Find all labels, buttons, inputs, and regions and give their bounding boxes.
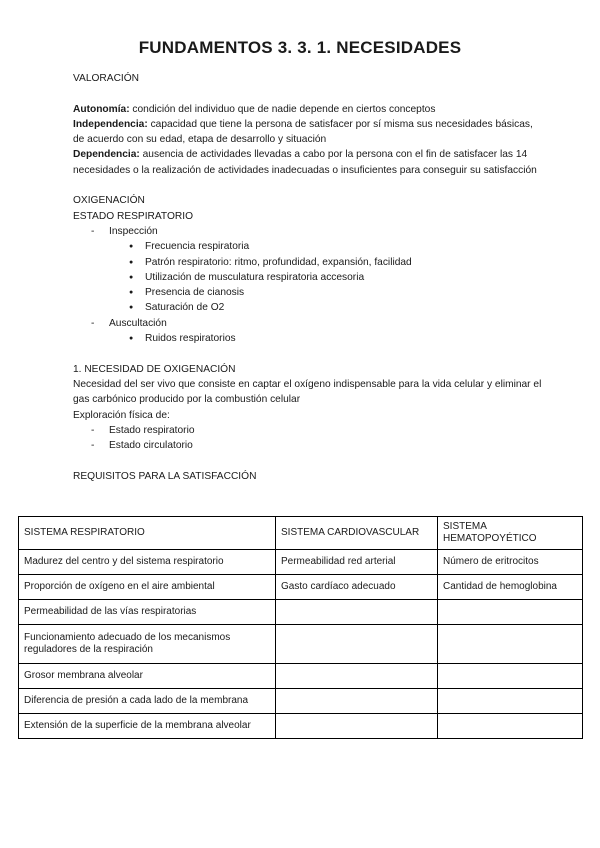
definition-term: Independencia: <box>73 118 148 130</box>
estado-respiratorio-heading: ESTADO RESPIRATORIO <box>73 210 194 222</box>
table-cell: Cantidad de hemoglobina <box>438 575 583 600</box>
table-cell: Proporción de oxígeno en el aire ambiental <box>19 575 276 600</box>
table-header-cell: SISTEMA CARDIOVASCULAR <box>276 517 438 550</box>
table-row <box>19 575 583 600</box>
necesidad-heading: 1. NECESIDAD DE OXIGENACIÓN <box>73 363 236 375</box>
auscultacion-items <box>73 331 543 346</box>
exploration-list <box>73 316 543 331</box>
table-cell <box>438 664 583 689</box>
valoracion-heading: VALORACIÓN <box>73 73 140 84</box>
definition-term: Dependencia: <box>73 149 140 161</box>
oxigenacion-heading: OXIGENACIÓN <box>73 195 145 207</box>
table-cell: Funcionamiento adecuado de los mecanismos reguladores de la respiración <box>19 625 276 664</box>
list-item: ● Presencia de cianosis <box>73 285 543 300</box>
list-item: ● Utilización de musculatura respiratoria accesoria <box>73 270 543 285</box>
definition-text: capacidad que tiene la persona de satisfacer por sí misma sus necesidades básicas, de acuerdo con su edad, etapa de desarrollo y situación <box>73 118 533 146</box>
definition-text: condición del individuo que de nadie depende en ciertos conceptos <box>129 103 436 115</box>
list-item: - Estado respiratorio <box>73 423 543 438</box>
table-cell: Grosor membrana alveolar <box>19 664 276 689</box>
table-cell: Número de eritrocitos <box>438 550 583 575</box>
list-item: ● Saturación de O2 <box>73 300 543 315</box>
table-cell <box>438 600 583 625</box>
table-row <box>19 664 583 689</box>
exploracion-label: Exploración física de: <box>73 409 170 421</box>
inspeccion-items <box>73 239 543 315</box>
table-cell: Extensión de la superficie de la membrana alveolar <box>19 714 276 739</box>
table-row <box>19 550 583 575</box>
inspeccion-label: Inspección <box>109 225 158 237</box>
requisitos-heading: REQUISITOS PARA LA SATISFACCIÓN <box>73 470 257 482</box>
table-row <box>19 689 583 714</box>
list-item: ● Patrón respiratorio: ritmo, profundidad, expansión, facilidad <box>73 255 543 270</box>
table-row <box>19 625 583 664</box>
definition-autonomia <box>73 102 543 117</box>
definition-term: Autonomía: <box>73 103 130 115</box>
table-cell: Diferencia de presión a cada lado de la membrana <box>19 689 276 714</box>
table-cell <box>276 664 438 689</box>
list-item <box>73 224 543 239</box>
table-cell: Permeabilidad red arterial <box>276 550 438 575</box>
definition-dependencia <box>73 147 543 178</box>
list-item <box>73 316 543 331</box>
list-item: ● Ruidos respiratorios <box>73 331 543 346</box>
table-cell: Madurez del centro y del sistema respiratorio <box>19 550 276 575</box>
table-row <box>19 714 583 739</box>
table-cell: Gasto cardíaco adecuado <box>276 575 438 600</box>
requisitos-table <box>18 516 583 739</box>
auscultacion-label: Auscultación <box>109 317 167 329</box>
list-item: - Estado circulatorio <box>73 438 543 453</box>
definition-text: ausencia de actividades llevadas a cabo por la persona con el fin de satisfacer las 14 necesidades o la realización de actividades inadecuadas o insuficientes para conseguir su satisfacción <box>73 149 537 176</box>
necesidad-text: Necesidad del ser vivo que consiste en captar el oxígeno indispensable para la vida celular y eliminar el gas carbónico producido por la combustión celular <box>73 378 542 406</box>
document-body <box>73 71 543 484</box>
table-cell: Permeabilidad de las vías respiratorias <box>19 600 276 625</box>
table-header-cell: SISTEMA RESPIRATORIO <box>19 517 276 550</box>
table-cell <box>438 714 583 739</box>
table-cell <box>438 625 583 664</box>
table-cell <box>276 714 438 739</box>
table-row <box>19 600 583 625</box>
definition-independencia <box>73 117 543 148</box>
page-title: FUNDAMENTOS 3. 3. 1. NECESIDADES <box>138 38 462 57</box>
exploracion-items <box>73 423 543 454</box>
table-cell <box>438 689 583 714</box>
table-cell <box>276 625 438 664</box>
table-cell <box>276 600 438 625</box>
exploration-list <box>73 224 543 239</box>
table-cell <box>276 689 438 714</box>
list-item: ● Frecuencia respiratoria <box>73 239 543 254</box>
table-header-cell: SISTEMA HEMATOPOYÉTICO <box>438 517 583 550</box>
table-header-row <box>19 517 583 550</box>
